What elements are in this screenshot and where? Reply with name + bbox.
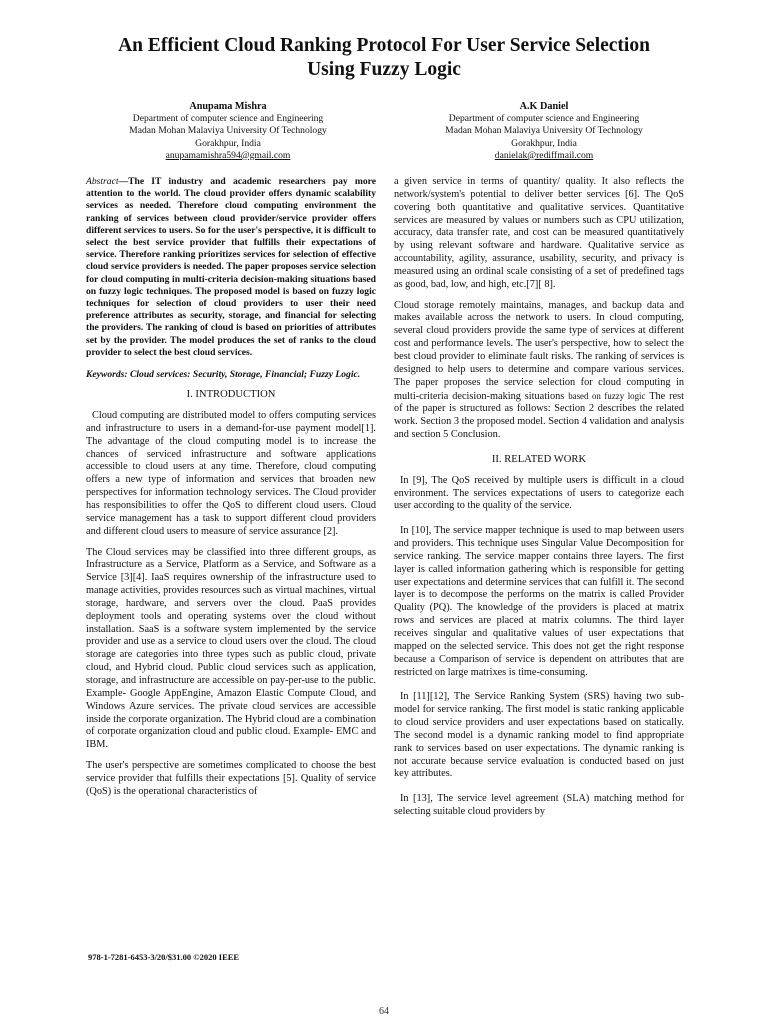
author-dept: Department of computer science and Engineering — [132, 113, 324, 125]
body-paragraph: Cloud computing are distributed model to offers computing services and infrastructure to users in a demand-for-use payment model[1]. The advantage of the cloud computing model is to increase the chances of serviced infrastructure and software applications accessible to cloud users at any time. Therefore, cloud computing offers a new type of information and services that broaden new perspectives for information technology services. The Cloud provider has responsibilities to offer the QoS to different cloud users. Cloud service management has a task to support different cloud providers and different cloud users to measure of service assurance [2]. — [86, 410, 376, 537]
keywords-label: Keywords: — [86, 369, 128, 381]
keywords — [86, 369, 376, 381]
left-column — [86, 176, 376, 807]
paper-title — [40, 34, 728, 82]
author-name: A.K Daniel — [519, 101, 569, 112]
paragraph-part: Cloud storage remotely maintains, manages, and backup data and makes available across the network to users. In cloud computing, several cloud providers provide the same type of services at different cost and performance levels. The user's perspective, how to select the best cloud provider to eliminate fault risks. The ranking of services is designed to help users to determine and compare various services. The paper proposes the service selection for cloud computing in multi-criteria decision-making situations — [394, 299, 684, 402]
page-number: 64 — [379, 1006, 389, 1017]
body-paragraph: In [10], The service mapper technique is used to map between users and providers. This technique uses Singular Value Decomposition for service ranking. The service mapper contains three layers. The first layer is called information gathering which is responsible for getting user expectations and determine services that can fulfill it. The second layer is to decompose the performs on the matrix is called Provider Quality (PQ). The knowledge of the providers is placed at matrix rows and services are placed at matrix columns. The third layer receives singular and qualitative values of user expectations that mapped on the selected service. This does not get the right response because a Comparison of service is dependent on attributes that are restricted on large matrixes is time-consuming. — [394, 525, 684, 678]
section-heading-introduction: I. INTRODUCTION — [186, 389, 276, 401]
author-email: danielak@rediffmail.com — [494, 149, 594, 161]
abstract-text: The IT industry and academic researchers pay more attention to the world. The cloud provider offers dynamic scalability services as needed. Therefore cloud computing environment the ranking of services between cloud provider/service provider offers different services to users. So for the user's perspective, it is difficult to select the best service provider that fulfills their expectations of service. Therefore ranking prioritizes services for selection of effective cloud service providers is needed. The paper proposes service selection for cloud computing in multi-criteria decision-making situations based on fuzzy logic techniques. The proposed model is based on fuzzy logic techniques for selection of cloud providers to user their need preference attributes as security, storage, and financial for selecting the providers. The ranking of cloud is based on priorities of attributes set by the provider. The model produces the set of ranks to the cloud provider to select the best cloud services. — [86, 176, 376, 358]
author-dept: Department of computer science and Engineering — [448, 113, 640, 125]
body-paragraph: In [9], The QoS received by multiple users is difficult in a cloud environment. The services expectations of users to categorize each user according to the quality of the service. — [394, 474, 684, 512]
body-paragraph: a given service in terms of quantity/ quality. It also reflects the network/system's potential to deliver better services [6]. The QoS covering both quantitative and qualitative services. Quantitative services are measured by values or numbers such as CPU utilization, accuracy, data transfer rate, and cost can be measured quantitatively by using relevant software and hardware. Qualitative service as accountability, agility, assurance, usability, security, and privacy is measured using an ordinal scale consisting of a set of predefined tags as good, bad, low, and high, etc.[7][ 8]. — [394, 176, 684, 290]
title-line-1: An Efficient Cloud Ranking Protocol For User Service Selection — [118, 35, 650, 56]
author-email: anupamamishra594@gmail.com — [165, 149, 291, 161]
paragraph-small-part: based on fuzzy logic — [568, 390, 646, 401]
copyright-footer: 978-1-7281-6453-3/20/$31.00 ©2020 IEEE — [88, 952, 240, 962]
section-heading-related-work: II. RELATED WORK — [491, 453, 587, 465]
author-university: Madan Mohan Malaviya University Of Technology — [445, 125, 643, 137]
body-paragraph: In [11][12], The Service Ranking System (SRS) having two sub-model for service ranking. The first model is static ranking applicable to cloud service providers and user expectations based on statically. The second model is a dynamic ranking model to find appropriate rank to services based on user expectations. The dynamic ranking is not accurate because service evaluation is conducted based on just key attributes. — [394, 691, 684, 780]
author-block-2 — [394, 101, 694, 162]
author-university: Madan Mohan Malaviya University Of Technology — [129, 125, 327, 137]
body-paragraph — [394, 300, 684, 442]
abstract-dash: — — [118, 176, 129, 187]
right-column — [394, 176, 684, 827]
author-name: Anupama Mishra — [189, 101, 267, 112]
paragraph-part: The rest of the paper is structured as follows: Section 2 describes the related work. Section 3 the proposed model. Section 4 validation and analysis and section 5 Conclusion. — [394, 390, 684, 441]
author-block-1 — [78, 101, 378, 162]
title-line-2: Using Fuzzy Logic — [307, 59, 461, 80]
author-city: Gorakhpur, India — [195, 137, 261, 149]
abstract-label: Abstract — [86, 176, 119, 187]
body-paragraph: In [13], The service level agreement (SLA) matching method for selecting suitable cloud providers by — [394, 793, 684, 818]
author-city: Gorakhpur, India — [511, 137, 577, 149]
keywords-text: Cloud services: Security, Storage, Financial; Fuzzy Logic. — [127, 369, 361, 381]
body-paragraph: The user's perspective are sometimes complicated to choose the best service provider that fulfills their expectations [5]. Quality of service (QoS) is the operational characteristics of — [86, 760, 376, 797]
abstract — [86, 176, 376, 359]
body-paragraph: The Cloud services may be classified into three different groups, as Infrastructure as a Service, Platform as a Service, and Software as a Service [3][4]. IaaS requires ownership of the infrastructure used to manage activities, provides resources such as virtual machines, virtual storage, hardware, and servers over the cloud. PaaS provides deployment tools and operating systems over the cloud without installation. SaaS is a software system implemented by the service provider and use as a service to cloud users over the cloud. The cloud storage are categories into three types such as public cloud, private cloud, and Hybrid cloud. Public cloud services such as application, storage, and infrastructure are accessible on pay-per-use to the public. Example- Google AppEngine, Amazon Elastic Compute Cloud, and Windows Azure services. The private cloud services are accessible inside the corporate organization. The Hybrid cloud are a combination of corporate organization cloud and public cloud. Example- EMC and IBM. — [86, 546, 376, 751]
